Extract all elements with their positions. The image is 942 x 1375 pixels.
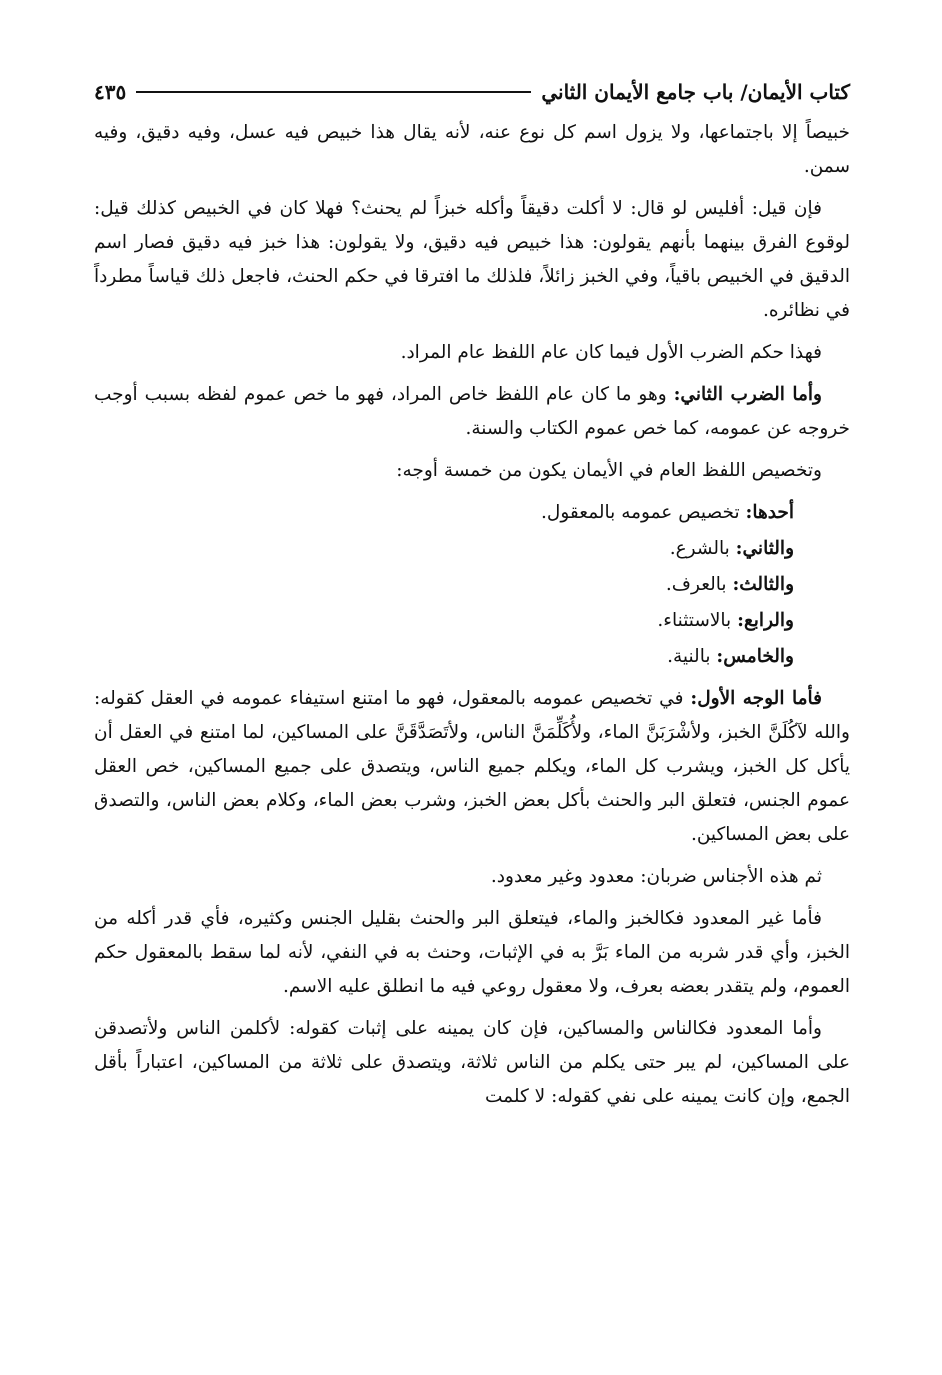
running-header [94,72,850,112]
paragraph: وتخصيص اللفظ العام في الأيمان يكون من خمسة أوجه: [396,460,822,481]
paragraph: فهذا حكم الضرب الأول فيما كان عام اللفظ عام المراد. [400,342,822,363]
list-item: والرابع: بالاستثناء. [657,610,794,631]
paragraph-lead: فأما الوجه الأول: [690,688,822,709]
header-rule [136,91,531,93]
paragraph-lead: وأما الضرب الثاني: [673,384,822,405]
page [94,72,850,1122]
paragraph: فأما الوجه الأول: في تخصيص عمومه بالمعقول، فهو ما امتنع استيفاء عمومه في العقل كقوله: والله لآكُلَنَّ الخبز، ولأشْرَبَنَّ الماء، ولأُكَلِّمَنَّ الناس، ولأتَصَدَّقَنَّ على المساكين، لما امتنع في العقل أن يأكل كل الخبز، ويشرب كل الماء، ويكلم جميع الناس، ويتصدق على جميع المساكين، خص العقل عموم الجنس، فتعلق البر والحنث بأكل بعض الخبز، وشرب بعض الماء، وكلام بعض الناس، والتصدق على بعض المساكين. [94,688,850,845]
paragraph: خبيصاً إلا باجتماعها، ولا يزول اسم كل نوع عنه، لأنه يقال هذا خبيص فيه عسل، وفيه دقيق، وفيه سمن. [94,122,850,177]
list-item-lead: والرابع: [737,610,794,631]
page-number: ٤٣٥ [94,80,127,104]
paragraph: فأما غير المعدود فكالخبز والماء، فيتعلق البر والحنث بقليل الجنس وكثيره، فأي قدر أكله من الخبز، وأي قدر شربه من الماء بَرَّ به في الإثبات، وحنث به في النفي، لأنه لما سقط بالمعقول حكم العموم، ولم يتقدر بعضه بعرف، ولا معقول روعي فيه ما انطلق عليه الاسم. [94,908,850,997]
list-item: والخامس: بالنية. [667,646,794,667]
list-item: والثالث: بالعرف. [665,574,794,595]
paragraph: وأما المعدود فكالناس والمساكين، فإن كان يمينه على إثبات كقوله: لأكلمن الناس ولأتصدقن على المساكين، لم يبر حتى يكلم من الناس ثلاثة، ويتصدق على ثلاثة من المساكين، اعتباراً بأقل الجمع، وإن كانت يمينه على نفي كقوله: لا كلمت [94,1018,850,1107]
list-item-lead: والثاني: [735,538,794,559]
list-item: أحدها: تخصيص عمومه بالمعقول. [541,502,794,523]
paragraph: فإن قيل: أفليس لو قال: لا أكلت دقيقاً وأكله خبزاً لم يحنث؟ فهلا كان في الخبيص كذلك قيل: لوقوع الفرق بينهما بأنهم يقولون: هذا خبيص فيه دقيق، ولا يقولون: هذا خبز فيه دقيق فصار اسم الدقيق في الخبيص باقياً، وفي الخبز زائلاً، فلذلك ما افترقا في حكم الحنث، فاجعل ذلك قياساً مطرداً في نظائره. [94,198,850,321]
paragraph: ثم هذه الأجناس ضربان: معدود وغير معدود. [490,866,822,887]
list-item-lead: والخامس: [716,646,794,667]
list-item: والثاني: بالشرع. [669,538,794,559]
paragraph: وأما الضرب الثاني: وهو ما كان عام اللفظ خاص المراد، فهو ما خص عموم لفظه بسبب أوجب خروجه عن عمومه، كما خص عموم الكتاب والسنة. [94,384,850,439]
list-item-lead: والثالث: [732,574,794,595]
chapter-title: كتاب الأيمان/ باب جامع الأيمان الثاني [541,80,850,104]
list-item-lead: أحدها: [745,502,794,523]
body-text [94,116,850,1114]
